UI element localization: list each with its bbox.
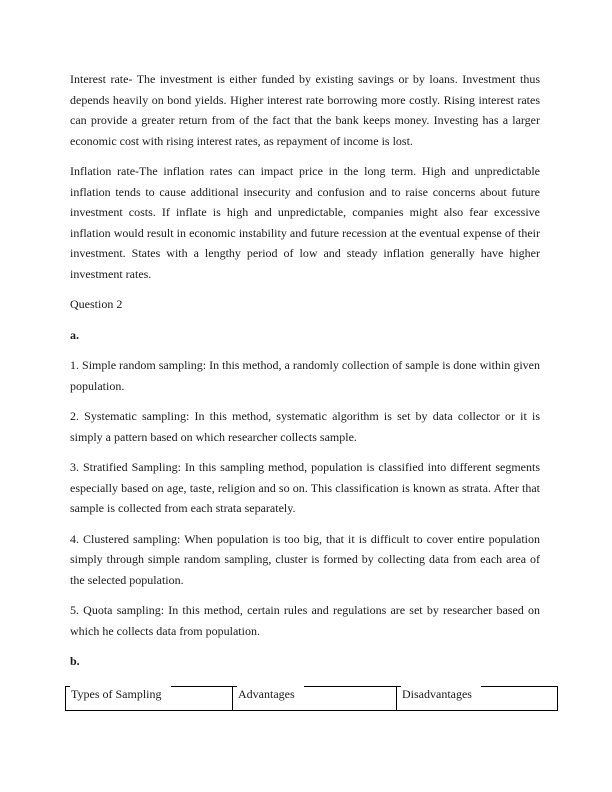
sampling-method-simple-random: 1. Simple random sampling: In this method, a randomly collection of sample is done within given population. (70, 358, 540, 393)
table-header-disadvantages: Disadvantages (401, 684, 481, 702)
sampling-method-systematic: 2. Systematic sampling: In this method, systematic algorithm is set by data collector or it is simply a pattern based on which researcher collects sample. (70, 409, 540, 444)
table-header-types-of-sampling: Types of Sampling (70, 684, 171, 702)
paragraph-interest-rate: Interest rate- The investment is either funded by existing savings or by loans. Investment thus depends heavily on bond yields. Higher interest rate borrowing more costly. Rising interest rates can provide a greater return from of the fact that the bank keeps money. Investing has a larger economic cost with rising interest rates, as repayment of income is lost. (70, 72, 540, 148)
sampling-comparison-table (65, 686, 558, 711)
paragraph-inflation-rate: Inflation rate-The inflation rates can impact price in the long term. High and unpredictable inflation tends to cause additional insecurity and confusion and to raise concerns about future investment costs. If inflate is high and unpredictable, companies might also fear excessive inflation would result in economic instability and future recession at the eventual expense of their investment. States with a lengthy period of low and steady inflation generally have higher investment rates. (70, 164, 540, 281)
part-a-label: a. (70, 327, 79, 342)
question-2-heading: Question 2 (70, 297, 123, 311)
sampling-method-stratified: 3. Stratified Sampling: In this sampling method, population is classified into different segments especially based on age, taste, religion and so on. This classification is known as strata. After that sample is collected from each strata separately. (70, 460, 540, 515)
table-header-advantages: Advantages (237, 684, 304, 702)
table-cell-advantages (233, 686, 397, 710)
table-cell-disadvantages (397, 686, 558, 710)
table-cell-types-of-sampling (66, 686, 233, 710)
sampling-method-quota: 5. Quota sampling: In this method, certain rules and regulations are set by researcher based on which he collects data from population. (70, 603, 540, 638)
part-b-label: b. (70, 654, 80, 668)
sampling-method-clustered: 4. Clustered sampling: When population is too big, that it is difficult to cover entire population simply through simple random sampling, cluster is formed by collecting data from each area of the selected population. (70, 531, 540, 587)
table-header-row (66, 686, 558, 710)
